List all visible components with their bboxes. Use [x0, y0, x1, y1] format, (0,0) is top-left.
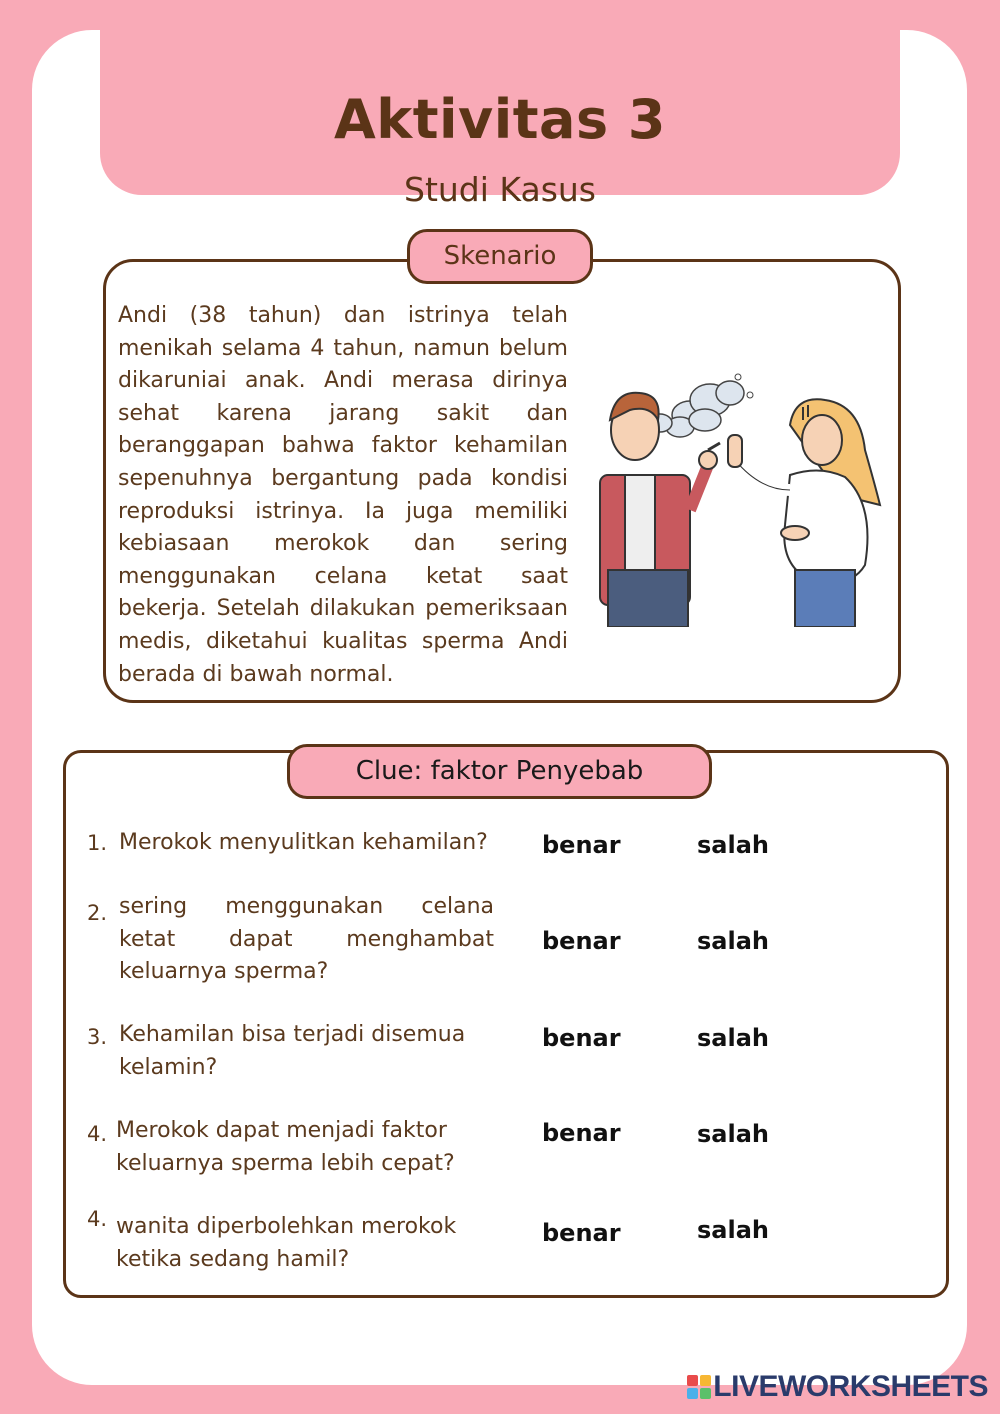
answer-salah-button[interactable]: salah: [697, 1216, 769, 1244]
answer-salah-button[interactable]: salah: [697, 1120, 769, 1148]
page-subtitle: Studi Kasus: [404, 170, 596, 209]
question-text: Merokok menyulitkan kehamilan?: [119, 830, 488, 855]
answer-salah-button[interactable]: salah: [697, 1024, 769, 1052]
smoking-man-pregnant-woman-illustration: [590, 365, 890, 627]
answer-salah-button[interactable]: salah: [697, 831, 769, 859]
question-number: 4.: [87, 1207, 108, 1231]
answer-benar-button[interactable]: benar: [542, 1219, 621, 1247]
question-number: 4.: [87, 1122, 108, 1146]
liveworksheets-icon: [687, 1375, 711, 1399]
brand-logo: [687, 1372, 988, 1402]
question-text: wanita diperbolehkan merokok ketika sedang hamil?: [116, 1214, 457, 1272]
brand-name: LIVEWORKSHEETS: [713, 1370, 988, 1403]
clue-label: Clue: faktor Penyebab: [287, 744, 712, 799]
question-text: Merokok dapat menjadi faktor keluarnya sperma lebih cepat?: [116, 1118, 455, 1176]
page-title: Aktivitas 3: [333, 88, 666, 151]
answer-benar-button[interactable]: benar: [542, 1119, 621, 1147]
question-number: 2.: [87, 901, 108, 925]
question-number: 3.: [87, 1025, 108, 1049]
answer-benar-button[interactable]: benar: [542, 831, 621, 859]
question-text: sering menggunakan celana ketat dapat menghambat keluarnya sperma?: [119, 894, 494, 984]
scenario-text: Andi (38 tahun) dan istrinya telah menikah selama 4 tahun, namun belum dikaruniai anak. Andi merasa dirinya sehat karena jarang sakit dan beranggapan bahwa faktor kehamilan sepenuhnya bergantung pada kondisi reproduksi istrinya. Ia juga memiliki kebiasaan merokok dan sering menggunakan celana ketat saat bekerja. Setelah dilakukan pemeriksaan medis, diketahui kualitas sperma Andi berada di bawah normal.: [118, 303, 568, 687]
question-number: 1.: [87, 831, 108, 855]
answer-salah-button[interactable]: salah: [697, 927, 769, 955]
answer-benar-button[interactable]: benar: [542, 927, 621, 955]
header-banner: [100, 30, 900, 209]
question-text: Kehamilan bisa terjadi disemua kelamin?: [119, 1022, 466, 1080]
answer-benar-button[interactable]: benar: [542, 1024, 621, 1052]
scenario-label: Skenario: [407, 229, 593, 284]
